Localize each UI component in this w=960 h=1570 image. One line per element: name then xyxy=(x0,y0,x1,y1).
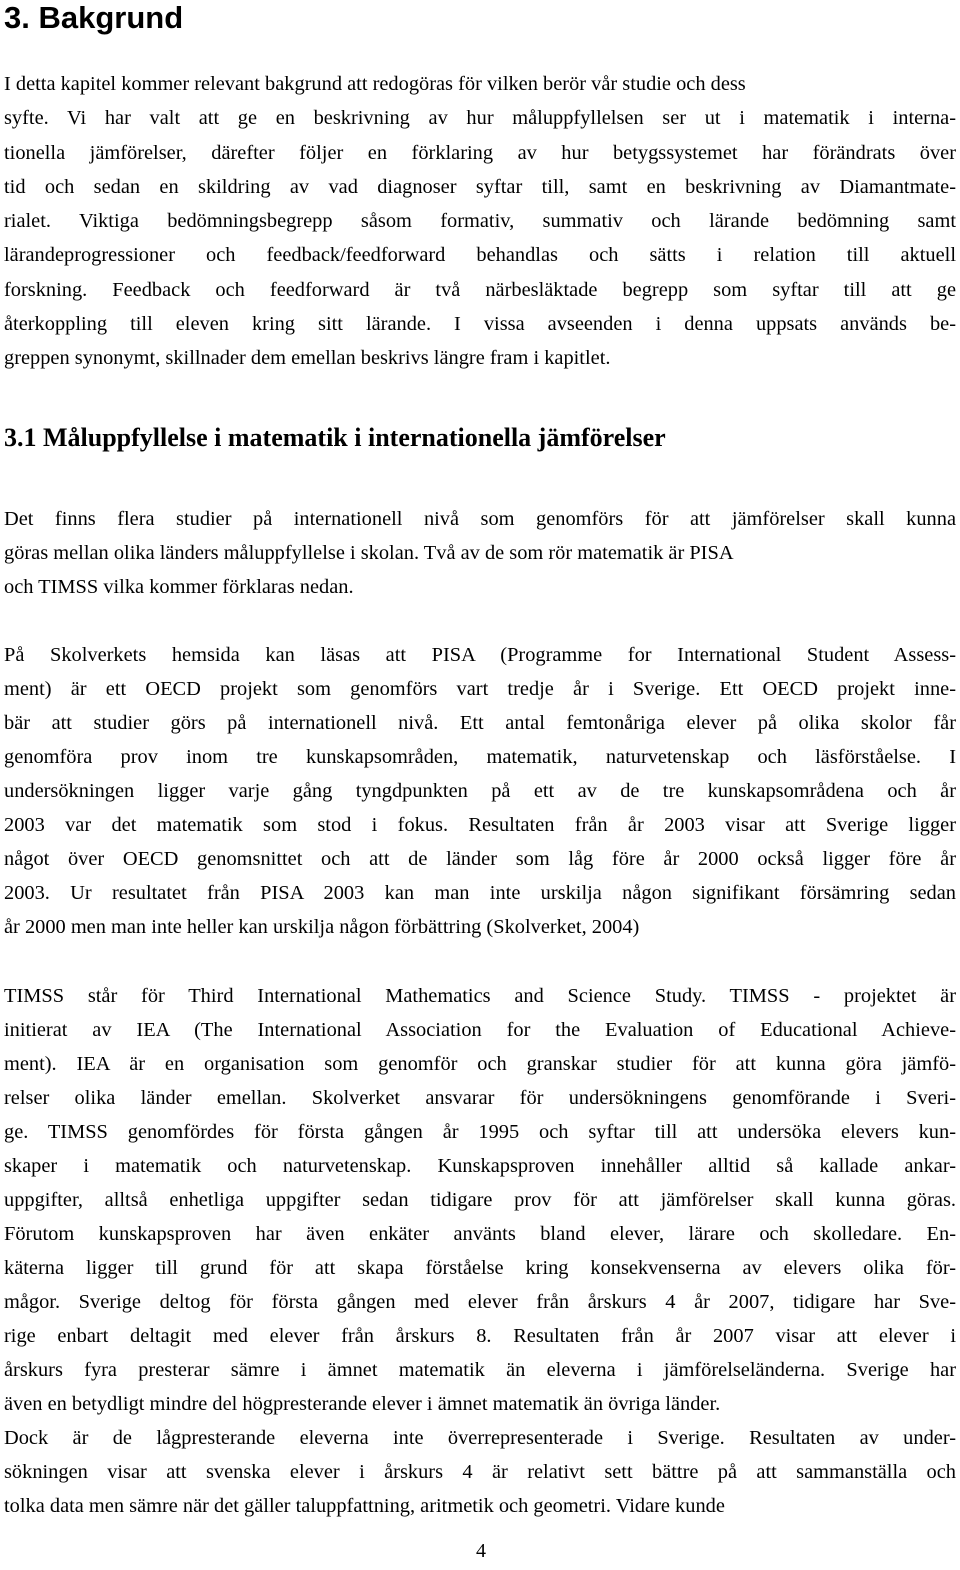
paragraph-line: något över OECD genomsnittet och att de länder som låg före år 2000 också ligger före år xyxy=(4,848,956,870)
paragraph-line: skaper i matematik och naturvetenskap. Kunskapsproven innehåller alltid så kallade ankar- xyxy=(4,1155,956,1177)
paragraph-line: och TIMSS vilka kommer förklaras nedan. xyxy=(4,576,354,598)
paragraph-line: ment). IEA är en organisation som genomför och granskar studier för att kunna göra jämfö- xyxy=(4,1053,956,1075)
paragraph-line: Förutom kunskapsproven har även enkäter använts bland elever, lärare och skolledare. En- xyxy=(4,1223,956,1245)
paragraph-line: bär att studier görs på internationell nivå. Ett antal femtonåriga elever på olika skolor får xyxy=(4,712,956,734)
paragraph-line: käterna ligger till grund för att skapa förståelse kring konsekvenserna av elevers olika för- xyxy=(4,1257,956,1279)
paragraph-line: syfte. Vi har valt att ge en beskrivning av hur måluppfyllelsen ser ut i matematik i interna- xyxy=(4,107,956,130)
paragraph-line: år 2000 men man inte heller kan urskilja någon förbättring (Skolverket, 2004) xyxy=(4,916,640,938)
section-title: 3.1 Måluppfyllelse i matematik i internationella jämförelser xyxy=(4,423,666,452)
section-paragraph-2 xyxy=(4,638,956,944)
paragraph-line: Det finns flera studier på internationell nivå som genomförs för att jämförelser skall kunna xyxy=(4,508,956,530)
paragraph-line: initierat av IEA (The International Association for the Evaluation of Educational Achieve- xyxy=(4,1019,956,1041)
paragraph-line: årskurs fyra presterar sämre i ämnet matematik än eleverna i jämförelseländerna. Sverige har xyxy=(4,1359,956,1381)
paragraph-line: sökningen visar att svenska elever i årskurs 4 är relativt sett bättre på att sammanställa och xyxy=(4,1461,956,1483)
paragraph-line: 2003 var det matematik som stod i fokus. Resultaten från år 2003 visar att Sverige ligger xyxy=(4,814,956,836)
paragraph-line: undersökningen ligger varje gång tyngdpunkten på ett av de tre kunskapsområdena och år xyxy=(4,780,956,802)
paragraph-line: 2003. Ur resultatet från PISA 2003 kan man inte urskilja någon signifikant försämring sedan xyxy=(4,882,956,904)
section-paragraph-3 xyxy=(4,979,956,1523)
paragraph-line: göras mellan olika länders måluppfyllelse i skolan. Två av de som rör matematik är PISA xyxy=(4,542,734,564)
paragraph-line: TIMSS står för Third International Mathematics and Science Study. TIMSS - projektet är xyxy=(4,985,956,1007)
paragraph-line: återkoppling till eleven kring sitt lärande. I vissa avseenden i denna uppsats används be- xyxy=(4,313,956,336)
paragraph-line: Dock är de lågpresterande eleverna inte överrepresenterade i Sverige. Resultaten av under- xyxy=(4,1427,956,1449)
intro-paragraph xyxy=(4,67,956,376)
paragraph-line: rialet. Viktiga bedömningsbegrepp såsom formativ, summativ och lärande bedömning samt xyxy=(4,210,956,233)
paragraph-line: uppgifter, alltså enhetliga uppgifter sedan tidigare prov för att jämförelser skall kunna göras. xyxy=(4,1189,956,1211)
section-paragraph-1 xyxy=(4,502,956,604)
paragraph-line: lärandeprogressioner och feedback/feedforward behandlas och sätts i relation till aktuell xyxy=(4,244,956,267)
paragraph-line: forskning. Feedback och feedforward är två närbesläktade begrepp som syftar till att ge xyxy=(4,278,956,301)
paragraph-line: mågor. Sverige deltog för första gången med elever från årskurs 4 år 2007, tidigare har Sve- xyxy=(4,1291,956,1313)
paragraph-line: genomföra prov inom tre kunskapsområden, matematik, naturvetenskap och läsförståelse. I xyxy=(4,746,956,768)
paragraph-line: relser olika länder emellan. Skolverket ansvarar för undersökningens genomförande i Sveri- xyxy=(4,1087,956,1109)
paragraph-line: rige enbart deltagit med elever från årskurs 8. Resultaten från år 2007 visar att elever i xyxy=(4,1325,956,1347)
paragraph-line: tid och sedan en skildring av vad diagnoser syftar till, samt en beskrivning av Diamantmate- xyxy=(4,175,956,198)
paragraph-line: greppen synonymt, skillnader dem emellan beskrivs längre fram i kapitlet. xyxy=(4,347,611,370)
paragraph-line: I detta kapitel kommer relevant bakgrund att redogöras för vilken berör vår studie och dess xyxy=(4,73,746,95)
paragraph-line: ment) är ett OECD projekt som genomförs vart tredje år i Sverige. Ett OECD projekt inne- xyxy=(4,678,956,700)
page-number: 4 xyxy=(476,1540,486,1562)
paragraph-line: På Skolverkets hemsida kan läsas att PISA (Programme for International Student Assess- xyxy=(4,644,956,666)
paragraph-line: tionella jämförelser, därefter följer en förklaring av hur betygssystemet har förändrats över xyxy=(4,141,956,164)
paragraph-line: tolka data men sämre när det gäller taluppfattning, aritmetik och geometri. Vidare kunde xyxy=(4,1495,725,1517)
paragraph-line: även en betydligt mindre del högpresterande elever i ämnet matematik än övriga länder. xyxy=(4,1393,721,1415)
paragraph-line: ge. TIMSS genomfördes för första gången år 1995 och syftar till att undersöka elevers kun- xyxy=(4,1121,956,1143)
chapter-title: 3. Bakgrund xyxy=(4,0,184,35)
